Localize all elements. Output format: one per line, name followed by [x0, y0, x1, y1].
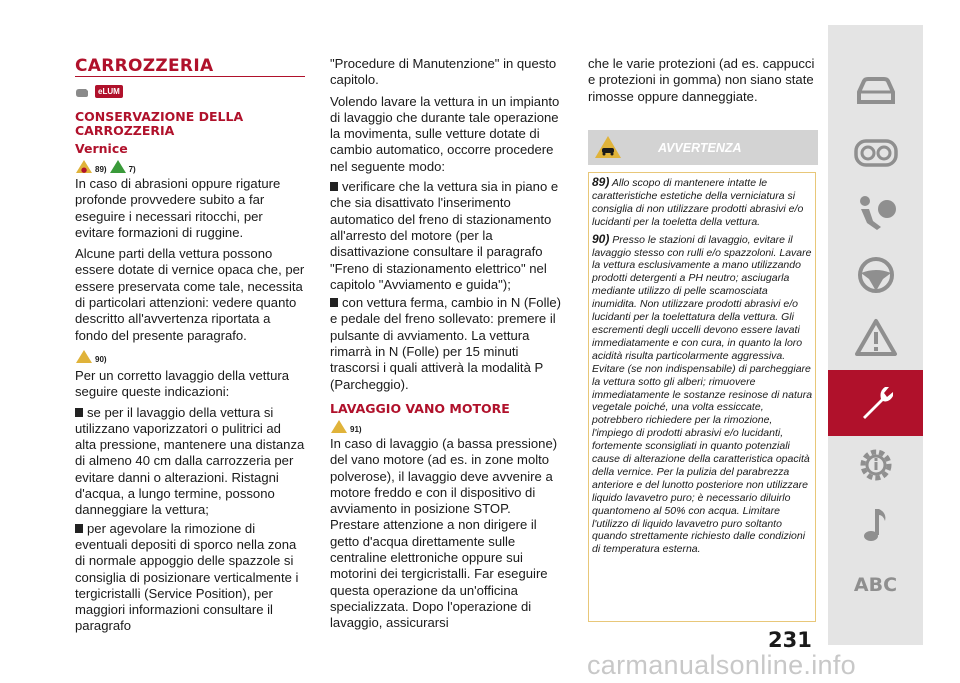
- wrench-icon: [853, 383, 899, 423]
- bullet-icon: [330, 298, 338, 307]
- warning-ref: [330, 419, 562, 434]
- column-3: [588, 56, 818, 105]
- elum-badge: eLUM: [95, 85, 123, 98]
- warning-item-90: 90) Presso le stazioni di lavaggio, evitare il lavaggio stesso con rulli e/o spazzoloni. Lavare la vettura esclusivamente a mano utilizzando prodotti detergenti a PH neutro; asciugarla mediante utilizzo di pelle scamosciata inumidita. Non utilizzare prodotti abrasivi e/o lucidanti per la toelettatura della vettura. Gli escrementi degli uccelli devono essere lavati immediatamente e con cura, in quanto la loro acidità risulta particolarmente aggressiva. Evitare (se non indispensabile) di parcheggiare la vettura sotto gli alberi; rimuovere immediatamente le sostanze resinose di natura vegetale poiché, una volta essiccate, potrebbero richiedere per la rimozione, l'impiego di prodotti abrasivi e/o lucidanti, fortemente sconsigliati in quanto potenziali cause di alterazione della caratteristica opacità della vernice. Per la pulizia del parabrezza anteriore e del lunotto posteriore non utilizzare liquido lavavetro puro; è necessario diluirlo quantomeno al 50% con acqua. Limitare l'utilizzo di liquido lavavetro puro soltanto quando strettamente richiesto dalle condizioni di temperatura esterna.: [592, 231, 813, 556]
- bullet-item: con vettura ferma, cambio in N (Folle) e pedale del freno sollevato: premere il pulsante di avviamento. La vettura rimarrà in N (Folle) per 15 minuti trascorsi i quali attiverà la modalità P (Parcheggio).: [330, 295, 562, 392]
- warning-ref: [75, 349, 305, 364]
- sidebar-item-index[interactable]: [828, 555, 923, 615]
- sidebar-item-driving[interactable]: [828, 245, 923, 305]
- sidebar-item-multimedia[interactable]: [828, 495, 923, 555]
- caution-triangle-icon: [109, 159, 127, 174]
- warning-triangle-icon: [75, 159, 93, 174]
- warning-refs: [75, 159, 305, 174]
- steering-wheel-icon: [853, 255, 899, 295]
- sidebar-item-car[interactable]: [828, 60, 923, 120]
- bullet-icon: [75, 408, 83, 417]
- svg-text:●: ●: [80, 166, 88, 174]
- bullet-item: per agevolare la rimozione di eventuali depositi di sporco nella zona di normale appoggio delle spazzole si consiglia di posizionare verticalmente i tergicristalli (Service Position), per maggiori informazioni consultare il paragrafo: [75, 520, 299, 634]
- music-note-icon: [853, 505, 899, 545]
- hand-pointer-icon: [75, 86, 91, 98]
- column-1: [75, 110, 305, 635]
- section-title-conservazione: CONSERVAZIONE DELLA CARROZZERIA: [75, 109, 244, 138]
- sidebar-item-maintenance[interactable]: [828, 370, 923, 436]
- sidebar-item-emergency[interactable]: [828, 308, 923, 368]
- paragraph: Volendo lavare la vettura in un impianto di lavaggio che durante tale operazione la movimenta, sulle vetture dotate di cambio automatico, occorre procedere nel seguente modo:: [330, 93, 560, 174]
- watermark: carmanualsonline.info: [587, 650, 856, 680]
- warning-car-icon: [594, 135, 622, 159]
- airbag-icon: [853, 193, 899, 233]
- car-icon: [853, 70, 899, 110]
- version-badge-row: [75, 85, 123, 98]
- paragraph: In caso di lavaggio (a bassa pressione) del vano motore (ad es. in zone molto polverose), il lavaggio deve avvenire a motore freddo e con il dispositivo di avviamento in posizione STOP. Prestare attenzione a non dirigere il getto d'acqua direttamente sulle centraline elettroniche oppure sui motorini dei tergicristalli. Far eseguire questa operazione da un'officina specializzata. Dopo l'operazione di lavaggio, assicurarsi: [330, 435, 558, 631]
- sidebar-item-dashboard[interactable]: [828, 123, 923, 183]
- ref-7[interactable]: 7): [128, 165, 136, 174]
- sidebar-item-safety[interactable]: [828, 183, 923, 243]
- warning-triangle-icon: [330, 419, 348, 434]
- column-2: [330, 56, 562, 632]
- ref-91[interactable]: 91): [350, 424, 362, 434]
- title-divider: [75, 76, 305, 77]
- warning-triangle-icon: [75, 349, 93, 364]
- page-title: CARROZZERIA: [75, 56, 214, 76]
- abc-icon: ABC: [853, 574, 898, 596]
- paragraph: In caso di abrasioni oppure rigature profonde provvedere subito a far eseguire i necessari ritocchi, per evitare formazioni di ruggine.: [75, 176, 281, 240]
- gauge-icon: [853, 133, 899, 173]
- ref-89[interactable]: 89): [95, 165, 107, 174]
- page-number: 231: [768, 628, 812, 652]
- warning-icon: [853, 318, 899, 358]
- paragraph: "Procedure di Manutenzione" in questo capitolo.: [330, 56, 557, 88]
- section-title-lavaggio: LAVAGGIO VANO MOTORE: [330, 400, 510, 416]
- bullet-item: verificare che la vettura sia in piano e che sia disattivato l'inserimento automatico del freno di stazionamento all'arresto del motore (per la disattivazione consultare il paragrafo "Freno di stazionamento elettrico" nel capitolo "Avviamento e guida");: [330, 179, 559, 292]
- paragraph: Per un corretto lavaggio della vettura seguire queste indicazioni:: [75, 367, 289, 400]
- chapter-sidebar: [828, 25, 923, 645]
- warning-header: [588, 130, 818, 165]
- bullet-item: se per il lavaggio della vettura si utilizzano vaporizzatori o pulitrici ad alta pressione, mantenere una distanza di almeno 40 cm dalla carrozzeria per evitare danni o alterazioni. Ristagni d'acqua, a lungo termine, possono danneggiare la vettura;: [75, 404, 305, 518]
- paragraph: Alcune parti della vettura possono essere dotate di vernice opaca che, per essere preservata come tale, necessita di particolari attenzioni: vedere quanto descritto all'avvertenza riportata a fondo del presente paragrafo.: [75, 246, 305, 343]
- sidebar-item-technical[interactable]: [828, 435, 923, 495]
- gear-info-icon: [853, 445, 899, 485]
- warning-text: [592, 176, 814, 556]
- bullet-icon: [75, 524, 83, 533]
- warning-title: AVVERTENZA: [658, 141, 742, 155]
- warning-item-89: 89) Allo scopo di mantenere intatte le caratteristiche estetiche della verniciatura si consiglia di non utilizzare prodotti abrasivi e/o lucidanti per la toeletta della vettura.: [592, 175, 804, 228]
- paragraph: che le varie protezioni (ad es. cappucci e protezioni in gomma) non siano state rimosse oppure danneggiate.: [588, 56, 815, 104]
- ref-90[interactable]: 90): [95, 354, 107, 364]
- subsection-vernice: Vernice: [75, 141, 128, 156]
- bullet-icon: [330, 182, 338, 191]
